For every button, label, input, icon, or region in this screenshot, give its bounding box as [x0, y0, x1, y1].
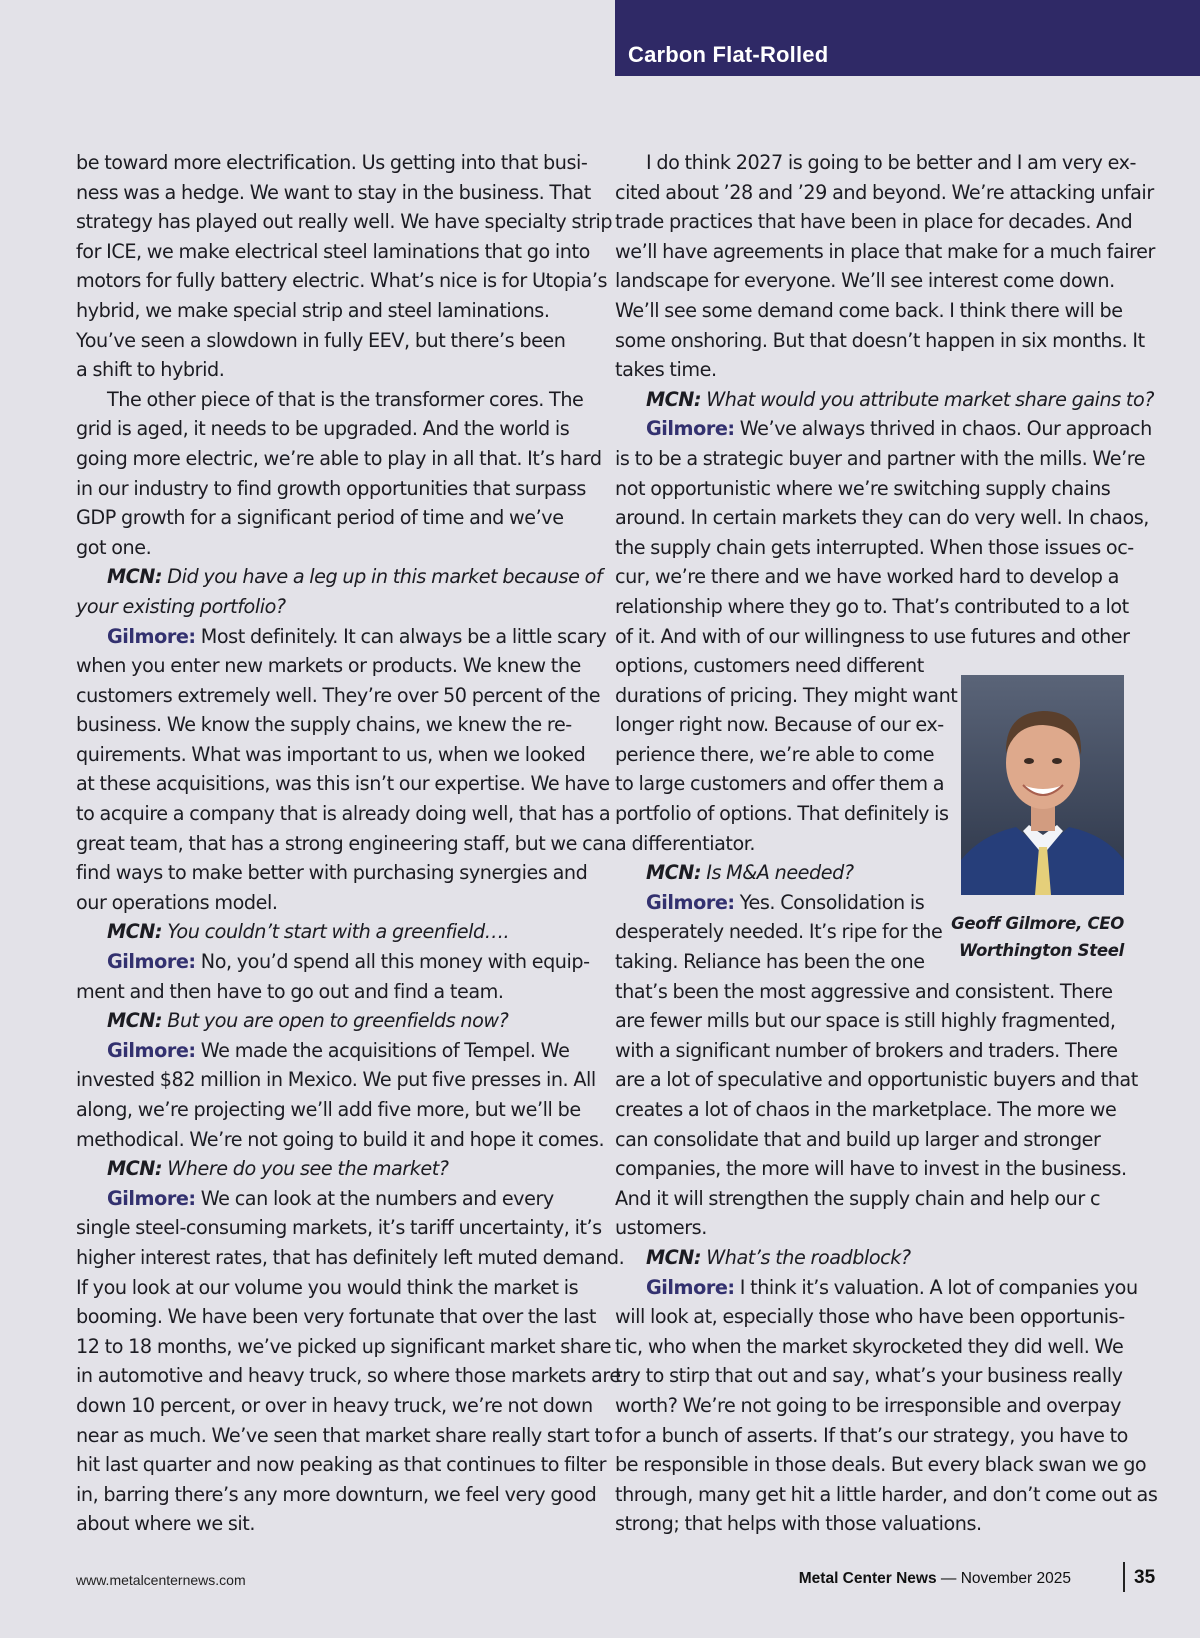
line-text: the supply chain gets interrupted. When those issues oc- [615, 535, 1134, 559]
line-text: booming. We have been very fortunate that over the last [76, 1305, 597, 1329]
text-line [76, 769, 610, 799]
text-line [615, 355, 1130, 385]
line-text: What would you attribute market share gains to? [701, 387, 1155, 411]
line-text: perience there, we’re able to come [615, 742, 935, 766]
line-text: You’ve seen a slowdown in fully EEV, but there’s been [76, 328, 566, 352]
line-text: Did you have a leg up in this market because of [162, 565, 603, 589]
line-text: for ICE, we make electrical steel laminations that go into [76, 239, 590, 263]
line-text: can consolidate that and build up larger and stronger [615, 1127, 1101, 1151]
text-line [615, 148, 1136, 178]
text-line [76, 1450, 607, 1480]
text-line [76, 474, 586, 504]
line-text: Where do you see the market? [162, 1157, 449, 1181]
text-line [76, 148, 586, 178]
text-line [76, 1125, 605, 1155]
text-line [615, 592, 1130, 622]
line-text: are a lot of speculative and opportunistic buyers and that [615, 1068, 1138, 1092]
text-line [76, 1065, 596, 1095]
portrait-illustration [961, 675, 1124, 895]
text-line [615, 1391, 1130, 1421]
text-line [76, 1391, 593, 1421]
text-line [76, 1006, 586, 1036]
text-line [615, 1509, 1130, 1539]
line-text: methodical. We’re not going to build it and hope it comes. [76, 1127, 605, 1151]
speaker-label: MCN: [107, 920, 163, 944]
line-text: We’ll see some demand come back. I think there will be [615, 298, 1123, 322]
text-line [76, 178, 591, 208]
text-line [615, 474, 1130, 504]
line-text: What’s the roadblock? [701, 1245, 911, 1269]
line-text: ness was a hedge. We want to stay in the business. That [76, 180, 591, 204]
text-line [615, 1302, 1130, 1332]
line-text: not opportunistic where we’re switching supply chains [615, 476, 1111, 500]
text-line [615, 1332, 1130, 1362]
text-line [615, 1154, 1130, 1184]
footer-dash: — [936, 1570, 961, 1587]
speaker-label: MCN: [646, 1245, 702, 1269]
magazine-name: Metal Center News [798, 1570, 937, 1587]
line-text: longer right now. Because of our ex- [615, 713, 944, 737]
line-text: our operations model. [76, 890, 278, 914]
line-text: We made the acquisitions of Tempel. We [195, 1038, 570, 1062]
line-text: in our industry to find growth opportunities that surpass [76, 476, 586, 500]
text-line [615, 1361, 1130, 1391]
line-text: at these acquisitions, was this isn’t our expertise. We have [76, 772, 610, 796]
text-line [76, 503, 586, 533]
text-line [76, 917, 586, 947]
line-text: options, customers need different [615, 654, 924, 678]
line-text: grid is aged, it needs to be upgraded. And the world is [76, 417, 570, 441]
line-text: in automotive and heavy truck, so where those markets are [76, 1364, 621, 1388]
text-line [615, 1243, 1130, 1273]
line-text: ustomers. [615, 1216, 707, 1240]
line-text: Is M&A needed? [701, 861, 854, 885]
text-line [615, 622, 1130, 652]
text-line [615, 1273, 1138, 1303]
line-text: around. In certain markets they can do very well. In chaos, [615, 506, 1149, 530]
article-column-left [76, 148, 625, 1539]
line-text: trade practices that have been in place for decades. And [615, 210, 1133, 234]
line-text: your existing portfolio? [76, 594, 286, 618]
line-text: will look at, especially those who have been opportunis- [615, 1305, 1125, 1329]
text-line [615, 1036, 1130, 1066]
text-line [615, 178, 1154, 208]
text-line [76, 533, 586, 563]
line-text: companies, the more will have to invest in the business. [615, 1157, 1127, 1181]
line-text: try to stirp that out and say, what’s your business really [615, 1364, 1123, 1388]
speaker-label: MCN: [107, 1009, 163, 1033]
caption-name: Geoff Gilmore, CEO [951, 914, 1124, 933]
text-line [76, 444, 602, 474]
text-line [615, 1213, 1130, 1243]
text-line [615, 296, 1130, 326]
text-line [76, 829, 616, 859]
line-text: along, we’re projecting we’ll add five more, but we’ll be [76, 1098, 581, 1121]
text-line [615, 1065, 1138, 1095]
speaker-label: Gilmore: [107, 624, 196, 648]
line-text: strong; that helps with those valuations. [615, 1512, 982, 1536]
speaker-label: Gilmore: [646, 417, 735, 441]
line-text: invested $82 million in Mexico. We put five presses in. All [76, 1068, 596, 1092]
text-line [76, 296, 586, 326]
text-line [615, 237, 1155, 267]
line-text: is to be a strategic buyer and partner with the mills. We’re [615, 446, 1146, 470]
text-line [76, 562, 603, 592]
line-text: to large customers and offer them a [615, 772, 945, 796]
line-text: ment and then have to go out and find a team. [76, 979, 504, 1003]
line-text: 12 to 18 months, we’ve picked up significant market share [76, 1334, 612, 1358]
line-text: I think it’s valuation. A lot of companies you [734, 1275, 1138, 1299]
text-line [615, 266, 1130, 296]
text-line [76, 1480, 597, 1510]
line-text: You couldn’t start with a greenfield…. [162, 920, 510, 944]
line-text: about where we sit. [76, 1512, 255, 1536]
footer-divider [1123, 1562, 1125, 1592]
line-text: Most definitely. It can always be a little scary [195, 624, 607, 648]
text-line [76, 681, 601, 711]
line-text: are fewer mills but our space is still highly fragmented, [615, 1009, 1116, 1033]
line-text: cited about ’28 and ’29 and beyond. We’re attacking unfair [615, 180, 1154, 204]
text-line [615, 533, 1134, 563]
text-line [615, 326, 1145, 356]
speaker-label: Gilmore: [646, 890, 735, 914]
speaker-label: Gilmore: [107, 1038, 196, 1062]
text-line [76, 1273, 586, 1303]
text-line [76, 1243, 625, 1273]
text-line [76, 947, 590, 977]
text-line [76, 1509, 586, 1539]
text-line [76, 1154, 586, 1184]
line-text: hit last quarter and now peaking as that continues to filter [76, 1453, 607, 1477]
text-line [615, 414, 1152, 444]
line-text: a shift to hybrid. [76, 358, 225, 382]
photo-caption [930, 910, 1124, 964]
text-line [76, 355, 586, 385]
text-line [76, 1332, 612, 1362]
line-text: We’ve always thrived in chaos. Our approach [734, 417, 1152, 441]
text-line [615, 444, 1146, 474]
line-text: Yes. Consolidation is [734, 890, 925, 914]
line-text: desperately needed. It’s ripe for the [615, 920, 943, 944]
line-text: with a significant number of brokers and traders. There [615, 1038, 1118, 1062]
line-text: relationship where they go to. That’s contributed to a lot [615, 594, 1129, 618]
text-line [615, 207, 1133, 237]
line-text: to acquire a company that is already doing well, that has a [76, 802, 611, 826]
line-text: And it will strengthen the supply chain and help our c [615, 1186, 1101, 1210]
line-text: be responsible in those deals. But every black swan we go [615, 1453, 1147, 1477]
text-line [76, 207, 613, 237]
line-text: in, barring there’s any more downturn, we feel very good [76, 1482, 597, 1506]
line-text: business. We know the supply chains, we knew the re- [76, 713, 572, 737]
speaker-label: MCN: [107, 565, 163, 589]
text-line [76, 237, 590, 267]
text-line [76, 266, 608, 296]
line-text: single steel-consuming markets, it’s tariff uncertainty, it’s [76, 1216, 602, 1240]
text-line [76, 1421, 613, 1451]
section-title: Carbon Flat-Rolled [628, 42, 829, 67]
line-text: No, you’d spend all this money with equip- [195, 950, 590, 974]
text-line [76, 414, 586, 444]
text-line [76, 858, 586, 888]
line-text: got one. [76, 535, 152, 559]
text-line [615, 1006, 1130, 1036]
text-line [76, 740, 586, 770]
speaker-label: MCN: [107, 1157, 163, 1181]
issue-date: November 2025 [960, 1570, 1071, 1587]
text-line [76, 592, 586, 622]
text-line [76, 710, 586, 740]
line-text: that’s been the most aggressive and consistent. There [615, 979, 1113, 1003]
line-text: through, many get hit a little harder, and don’t come out as [615, 1482, 1158, 1506]
footer-publication [799, 1570, 1071, 1588]
line-text: down 10 percent, or over in heavy truck, we’re not down [76, 1393, 593, 1417]
line-text: worth? We’re not going to be irresponsible and overpay [615, 1393, 1122, 1417]
text-line [76, 1361, 621, 1391]
text-line [76, 622, 607, 652]
line-text: near as much. We’ve seen that market share really start to [76, 1423, 613, 1447]
line-text: great team, that has a strong engineering staff, but we can [76, 831, 616, 855]
text-line [76, 1213, 602, 1243]
text-line [76, 1036, 586, 1066]
text-line [76, 977, 586, 1007]
line-text: I do think 2027 is going to be better and I am very ex- [646, 151, 1136, 174]
line-text: We can look at the numbers and every [195, 1186, 554, 1210]
line-text: customers extremely well. They’re over 50 percent of the [76, 683, 601, 707]
text-line [76, 799, 611, 829]
text-line [615, 1184, 1130, 1214]
line-text: creates a lot of chaos in the marketplace. The more we [615, 1098, 1117, 1121]
line-text: The other piece of that is the transformer cores. The [107, 387, 584, 411]
speaker-label: Gilmore: [107, 1186, 196, 1210]
text-line [615, 1421, 1130, 1451]
line-text: for a bunch of asserts. If that’s our strategy, you have to [615, 1423, 1128, 1447]
line-text: a differentiator. [615, 831, 756, 855]
text-line [76, 326, 586, 356]
text-line [615, 1095, 1130, 1125]
line-text: takes time. [615, 358, 717, 382]
text-line [76, 888, 586, 918]
footer-url[interactable]: www.metalcenternews.com [76, 1572, 246, 1588]
line-text: durations of pricing. They might want [615, 683, 958, 707]
line-text: taking. Reliance has been the one [615, 950, 925, 974]
text-line [615, 562, 1130, 592]
line-text: strategy has played out really well. We have specialty strip [76, 210, 613, 234]
line-text: of it. And with of our willingness to use futures and other [615, 624, 1130, 648]
line-text: portfolio of options. That definitely is [615, 802, 949, 826]
text-line [615, 385, 1155, 415]
text-line [76, 651, 586, 681]
text-line [615, 1450, 1147, 1480]
line-text: If you look at our volume you would think the market is [76, 1275, 579, 1299]
line-text: quirements. What was important to us, when we looked [76, 742, 586, 766]
portrait-photo [961, 675, 1124, 895]
line-text: motors for fully battery electric. What’s nice is for Utopia’s [76, 269, 608, 293]
caption-company: Worthington Steel [958, 941, 1124, 960]
text-line [76, 1302, 597, 1332]
speaker-label: Gilmore: [107, 950, 196, 974]
text-line [615, 1125, 1130, 1155]
speaker-label: MCN: [646, 387, 702, 411]
text-line [615, 503, 1149, 533]
line-text: some onshoring. But that doesn’t happen in six months. It [615, 328, 1145, 352]
line-text: hybrid, we make special strip and steel laminations. [76, 298, 550, 322]
text-line [76, 385, 586, 415]
line-text: cur, we’re there and we have worked hard to develop a [615, 565, 1119, 589]
text-line [615, 977, 1130, 1007]
speaker-label: Gilmore: [646, 1275, 735, 1299]
line-text: when you enter new markets or products. We knew the [76, 654, 581, 678]
page-number: 35 [1134, 1567, 1156, 1588]
text-line [76, 1095, 586, 1125]
line-text: landscape for everyone. We’ll see interest come down. [615, 269, 1115, 293]
line-text: But you are open to greenfields now? [162, 1009, 509, 1033]
speaker-label: MCN: [646, 861, 702, 885]
line-text: find ways to make better with purchasing synergies and [76, 861, 588, 885]
line-text: tic, who when the market skyrocketed they did well. We [615, 1334, 1124, 1358]
text-line [615, 1480, 1158, 1510]
line-text: be toward more electrification. Us getting into that busi- [76, 151, 588, 174]
line-text: we’ll have agreements in place that make for a much fairer [615, 239, 1155, 263]
line-text: going more electric, we’re able to play in all that. It’s hard [76, 446, 602, 470]
text-line [76, 1184, 586, 1214]
line-text: GDP growth for a significant period of time and we’ve [76, 506, 564, 530]
line-text: higher interest rates, that has definitely left muted demand. [76, 1245, 625, 1269]
